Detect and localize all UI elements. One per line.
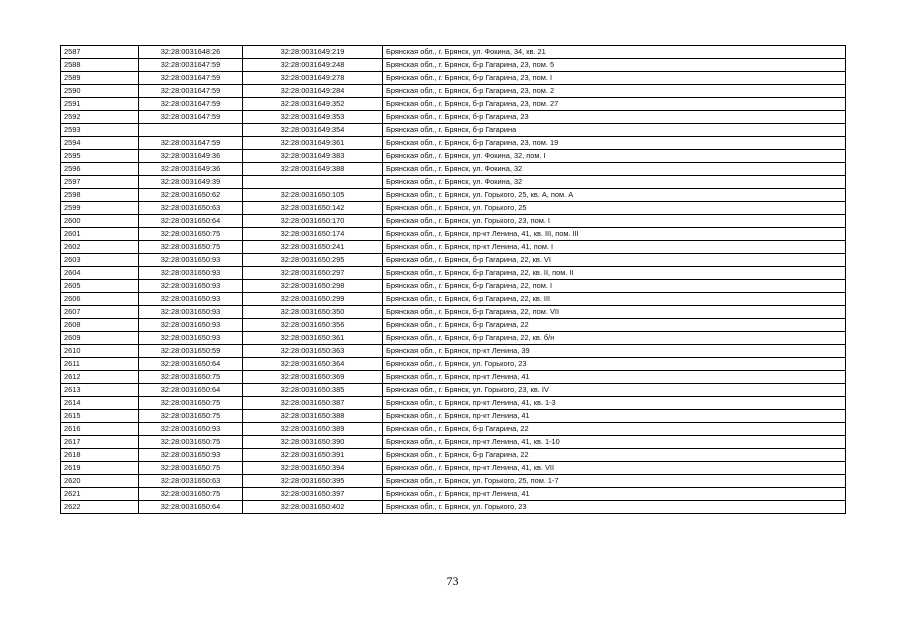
address-cell: Брянская обл., г. Брянск, ул. Горького, 23, кв. IV <box>383 384 846 397</box>
parent-cadastral-number-cell: 32:28:0031650:75 <box>139 371 243 384</box>
row-number-cell: 2593 <box>61 124 139 137</box>
table-row <box>61 241 846 254</box>
row-number-cell: 2622 <box>61 501 139 514</box>
parent-cadastral-number-cell: 32:28:0031650:93 <box>139 319 243 332</box>
cadastral-number-cell: 32:28:0031649:284 <box>243 85 383 98</box>
parent-cadastral-number-cell: 32:28:0031650:93 <box>139 293 243 306</box>
parent-cadastral-number-cell: 32:28:0031650:63 <box>139 475 243 488</box>
table-row <box>61 72 846 85</box>
parent-cadastral-number-cell: 32:28:0031650:75 <box>139 228 243 241</box>
page-number: 73 <box>446 574 459 588</box>
row-number-cell: 2592 <box>61 111 139 124</box>
parent-cadastral-number-cell: 32:28:0031650:75 <box>139 462 243 475</box>
parent-cadastral-number-cell: 32:28:0031650:75 <box>139 241 243 254</box>
address-cell: Брянская обл., г. Брянск, пр-кт Ленина, 41, пом. I <box>383 241 846 254</box>
address-cell: Брянская обл., г. Брянск, б-р Гагарина <box>383 124 846 137</box>
table-row <box>61 85 846 98</box>
table-row <box>61 306 846 319</box>
table-row <box>61 163 846 176</box>
cadastral-number-cell: 32:28:0031650:364 <box>243 358 383 371</box>
address-cell: Брянская обл., г. Брянск, пр-кт Ленина, 41, кв. 1-10 <box>383 436 846 449</box>
cadastral-number-cell: 32:28:0031650:391 <box>243 449 383 462</box>
cadastral-number-cell: 32:28:0031650:390 <box>243 436 383 449</box>
row-number-cell: 2616 <box>61 423 139 436</box>
table-row <box>61 176 846 189</box>
row-number-cell: 2587 <box>61 46 139 59</box>
parent-cadastral-number-cell: 32:28:0031650:63 <box>139 202 243 215</box>
table-row <box>61 215 846 228</box>
table-row <box>61 293 846 306</box>
cadastral-number-cell: 32:28:0031650:394 <box>243 462 383 475</box>
row-number-cell: 2599 <box>61 202 139 215</box>
parent-cadastral-number-cell: 32:28:0031650:93 <box>139 449 243 462</box>
address-cell: Брянская обл., г. Брянск, ул. Фокина, 32 <box>383 176 846 189</box>
cadastral-number-cell: 32:28:0031650:170 <box>243 215 383 228</box>
cadastral-table <box>60 45 846 514</box>
cadastral-number-cell: 32:28:0031649:353 <box>243 111 383 124</box>
cadastral-number-cell <box>243 176 383 189</box>
address-cell: Брянская обл., г. Брянск, б-р Гагарина, 23 <box>383 111 846 124</box>
parent-cadastral-number-cell: 32:28:0031650:64 <box>139 358 243 371</box>
table-row <box>61 150 846 163</box>
row-number-cell: 2609 <box>61 332 139 345</box>
table-row <box>61 254 846 267</box>
table-body <box>61 46 846 514</box>
parent-cadastral-number-cell: 32:28:0031650:93 <box>139 267 243 280</box>
table-row <box>61 319 846 332</box>
table-row <box>61 124 846 137</box>
address-cell: Брянская обл., г. Брянск, б-р Гагарина, 23, пом. 2 <box>383 85 846 98</box>
cadastral-number-cell: 32:28:0031649:278 <box>243 72 383 85</box>
row-number-cell: 2590 <box>61 85 139 98</box>
table-row <box>61 267 846 280</box>
table-row <box>61 345 846 358</box>
parent-cadastral-number-cell: 32:28:0031650:62 <box>139 189 243 202</box>
cadastral-number-cell: 32:28:0031650:397 <box>243 488 383 501</box>
address-cell: Брянская обл., г. Брянск, ул. Фокина, 32 <box>383 163 846 176</box>
table-row <box>61 449 846 462</box>
table-row <box>61 228 846 241</box>
row-number-cell: 2594 <box>61 137 139 150</box>
parent-cadastral-number-cell: 32:28:0031650:93 <box>139 423 243 436</box>
parent-cadastral-number-cell: 32:28:0031647:59 <box>139 98 243 111</box>
address-cell: Брянская обл., г. Брянск, пр-кт Ленина, 41 <box>383 410 846 423</box>
cadastral-number-cell: 32:28:0031650:369 <box>243 371 383 384</box>
cadastral-number-cell: 32:28:0031650:295 <box>243 254 383 267</box>
address-cell: Брянская обл., г. Брянск, б-р Гагарина, 23, пом. I <box>383 72 846 85</box>
cadastral-number-cell: 32:28:0031649:354 <box>243 124 383 137</box>
row-number-cell: 2602 <box>61 241 139 254</box>
table-row <box>61 59 846 72</box>
cadastral-number-cell: 32:28:0031649:219 <box>243 46 383 59</box>
parent-cadastral-number-cell: 32:28:0031650:59 <box>139 345 243 358</box>
parent-cadastral-number-cell: 32:28:0031650:93 <box>139 306 243 319</box>
row-number-cell: 2597 <box>61 176 139 189</box>
table-row <box>61 488 846 501</box>
table-row <box>61 462 846 475</box>
address-cell: Брянская обл., г. Брянск, б-р Гагарина, 22, пом. I <box>383 280 846 293</box>
address-cell: Брянская обл., г. Брянск, пр-кт Ленина, 41, кв. III, пом. III <box>383 228 846 241</box>
parent-cadastral-number-cell: 32:28:0031647:59 <box>139 85 243 98</box>
address-cell: Брянская обл., г. Брянск, б-р Гагарина, 22, кв. III <box>383 293 846 306</box>
cadastral-number-cell: 32:28:0031650:389 <box>243 423 383 436</box>
row-number-cell: 2610 <box>61 345 139 358</box>
row-number-cell: 2615 <box>61 410 139 423</box>
parent-cadastral-number-cell: 32:28:0031650:93 <box>139 280 243 293</box>
table-row <box>61 475 846 488</box>
row-number-cell: 2601 <box>61 228 139 241</box>
address-cell: Брянская обл., г. Брянск, б-р Гагарина, 22 <box>383 423 846 436</box>
parent-cadastral-number-cell <box>139 124 243 137</box>
parent-cadastral-number-cell: 32:28:0031647:59 <box>139 111 243 124</box>
parent-cadastral-number-cell: 32:28:0031650:75 <box>139 410 243 423</box>
table-row <box>61 397 846 410</box>
address-cell: Брянская обл., г. Брянск, б-р Гагарина, 23, пом. 27 <box>383 98 846 111</box>
parent-cadastral-number-cell: 32:28:0031650:64 <box>139 215 243 228</box>
parent-cadastral-number-cell: 32:28:0031647:59 <box>139 59 243 72</box>
cadastral-number-cell: 32:28:0031650:363 <box>243 345 383 358</box>
address-cell: Брянская обл., г. Брянск, ул. Горького, 25, кв. А, пом. А <box>383 189 846 202</box>
row-number-cell: 2619 <box>61 462 139 475</box>
parent-cadastral-number-cell: 32:28:0031649:39 <box>139 176 243 189</box>
address-cell: Брянская обл., г. Брянск, ул. Горького, 25, пом. 1-7 <box>383 475 846 488</box>
address-cell: Брянская обл., г. Брянск, пр-кт Ленина, 41 <box>383 371 846 384</box>
cadastral-number-cell: 32:28:0031650:297 <box>243 267 383 280</box>
address-cell: Брянская обл., г. Брянск, б-р Гагарина, 22, кв. II, пом. II <box>383 267 846 280</box>
row-number-cell: 2620 <box>61 475 139 488</box>
table-row <box>61 371 846 384</box>
row-number-cell: 2612 <box>61 371 139 384</box>
cadastral-number-cell: 32:28:0031649:361 <box>243 137 383 150</box>
address-cell: Брянская обл., г. Брянск, ул. Фокина, 34, кв. 21 <box>383 46 846 59</box>
table-row <box>61 436 846 449</box>
cadastral-number-cell: 32:28:0031650:299 <box>243 293 383 306</box>
table-row <box>61 202 846 215</box>
cadastral-number-cell: 32:28:0031650:385 <box>243 384 383 397</box>
parent-cadastral-number-cell: 32:28:0031647:59 <box>139 137 243 150</box>
address-cell: Брянская обл., г. Брянск, б-р Гагарина, 22, кв. б/н <box>383 332 846 345</box>
cadastral-number-cell: 32:28:0031649:388 <box>243 163 383 176</box>
table-row <box>61 280 846 293</box>
address-cell: Брянская обл., г. Брянск, б-р Гагарина, 23, пом. 5 <box>383 59 846 72</box>
cadastral-number-cell: 32:28:0031650:298 <box>243 280 383 293</box>
row-number-cell: 2607 <box>61 306 139 319</box>
address-cell: Брянская обл., г. Брянск, б-р Гагарина, 23, пом. 19 <box>383 137 846 150</box>
parent-cadastral-number-cell: 32:28:0031650:64 <box>139 501 243 514</box>
address-cell: Брянская обл., г. Брянск, б-р Гагарина, 22 <box>383 449 846 462</box>
row-number-cell: 2611 <box>61 358 139 371</box>
row-number-cell: 2603 <box>61 254 139 267</box>
table-row <box>61 189 846 202</box>
table-row <box>61 423 846 436</box>
cadastral-number-cell: 32:28:0031650:350 <box>243 306 383 319</box>
row-number-cell: 2604 <box>61 267 139 280</box>
row-number-cell: 2605 <box>61 280 139 293</box>
parent-cadastral-number-cell: 32:28:0031650:93 <box>139 332 243 345</box>
row-number-cell: 2595 <box>61 150 139 163</box>
row-number-cell: 2596 <box>61 163 139 176</box>
table-row <box>61 137 846 150</box>
cadastral-number-cell: 32:28:0031650:174 <box>243 228 383 241</box>
row-number-cell: 2618 <box>61 449 139 462</box>
address-cell: Брянская обл., г. Брянск, ул. Горького, 23 <box>383 358 846 371</box>
address-cell: Брянская обл., г. Брянск, пр-кт Ленина, 41, кв. 1-3 <box>383 397 846 410</box>
table-row <box>61 358 846 371</box>
address-cell: Брянская обл., г. Брянск, пр-кт Ленина, 41 <box>383 488 846 501</box>
parent-cadastral-number-cell: 32:28:0031648:26 <box>139 46 243 59</box>
cadastral-number-cell: 32:28:0031650:387 <box>243 397 383 410</box>
cadastral-number-cell: 32:28:0031650:105 <box>243 189 383 202</box>
table-row <box>61 410 846 423</box>
row-number-cell: 2591 <box>61 98 139 111</box>
cadastral-number-cell: 32:28:0031650:241 <box>243 241 383 254</box>
row-number-cell: 2617 <box>61 436 139 449</box>
table-row <box>61 501 846 514</box>
address-cell: Брянская обл., г. Брянск, б-р Гагарина, 22, пом. VII <box>383 306 846 319</box>
cadastral-number-cell: 32:28:0031650:142 <box>243 202 383 215</box>
address-cell: Брянская обл., г. Брянск, ул. Горького, 23 <box>383 501 846 514</box>
table-row <box>61 46 846 59</box>
parent-cadastral-number-cell: 32:28:0031650:75 <box>139 397 243 410</box>
address-cell: Брянская обл., г. Брянск, пр-кт Ленина, 41, кв. VII <box>383 462 846 475</box>
address-cell: Брянская обл., г. Брянск, пр-кт Ленина, 39 <box>383 345 846 358</box>
row-number-cell: 2600 <box>61 215 139 228</box>
address-cell: Брянская обл., г. Брянск, б-р Гагарина, 22, кв. VI <box>383 254 846 267</box>
cadastral-number-cell: 32:28:0031650:361 <box>243 332 383 345</box>
row-number-cell: 2606 <box>61 293 139 306</box>
parent-cadastral-number-cell: 32:28:0031649:36 <box>139 150 243 163</box>
parent-cadastral-number-cell: 32:28:0031650:75 <box>139 436 243 449</box>
table-row <box>61 332 846 345</box>
cadastral-number-cell: 32:28:0031650:395 <box>243 475 383 488</box>
address-cell: Брянская обл., г. Брянск, б-р Гагарина, 22 <box>383 319 846 332</box>
parent-cadastral-number-cell: 32:28:0031650:75 <box>139 488 243 501</box>
cadastral-number-cell: 32:28:0031649:352 <box>243 98 383 111</box>
row-number-cell: 2589 <box>61 72 139 85</box>
row-number-cell: 2588 <box>61 59 139 72</box>
cadastral-number-cell: 32:28:0031650:388 <box>243 410 383 423</box>
table-row <box>61 98 846 111</box>
parent-cadastral-number-cell: 32:28:0031650:64 <box>139 384 243 397</box>
parent-cadastral-number-cell: 32:28:0031650:93 <box>139 254 243 267</box>
row-number-cell: 2613 <box>61 384 139 397</box>
cadastral-number-cell: 32:28:0031650:402 <box>243 501 383 514</box>
table-row <box>61 384 846 397</box>
row-number-cell: 2621 <box>61 488 139 501</box>
row-number-cell: 2614 <box>61 397 139 410</box>
cadastral-number-cell: 32:28:0031650:356 <box>243 319 383 332</box>
row-number-cell: 2598 <box>61 189 139 202</box>
address-cell: Брянская обл., г. Брянск, ул. Горького, 25 <box>383 202 846 215</box>
table-row <box>61 111 846 124</box>
cadastral-number-cell: 32:28:0031649:383 <box>243 150 383 163</box>
parent-cadastral-number-cell: 32:28:0031647:59 <box>139 72 243 85</box>
parent-cadastral-number-cell: 32:28:0031649:36 <box>139 163 243 176</box>
row-number-cell: 2608 <box>61 319 139 332</box>
address-cell: Брянская обл., г. Брянск, ул. Горького, 23, пом. I <box>383 215 846 228</box>
cadastral-number-cell: 32:28:0031649:248 <box>243 59 383 72</box>
address-cell: Брянская обл., г. Брянск, ул. Фокина, 32, пом. I <box>383 150 846 163</box>
